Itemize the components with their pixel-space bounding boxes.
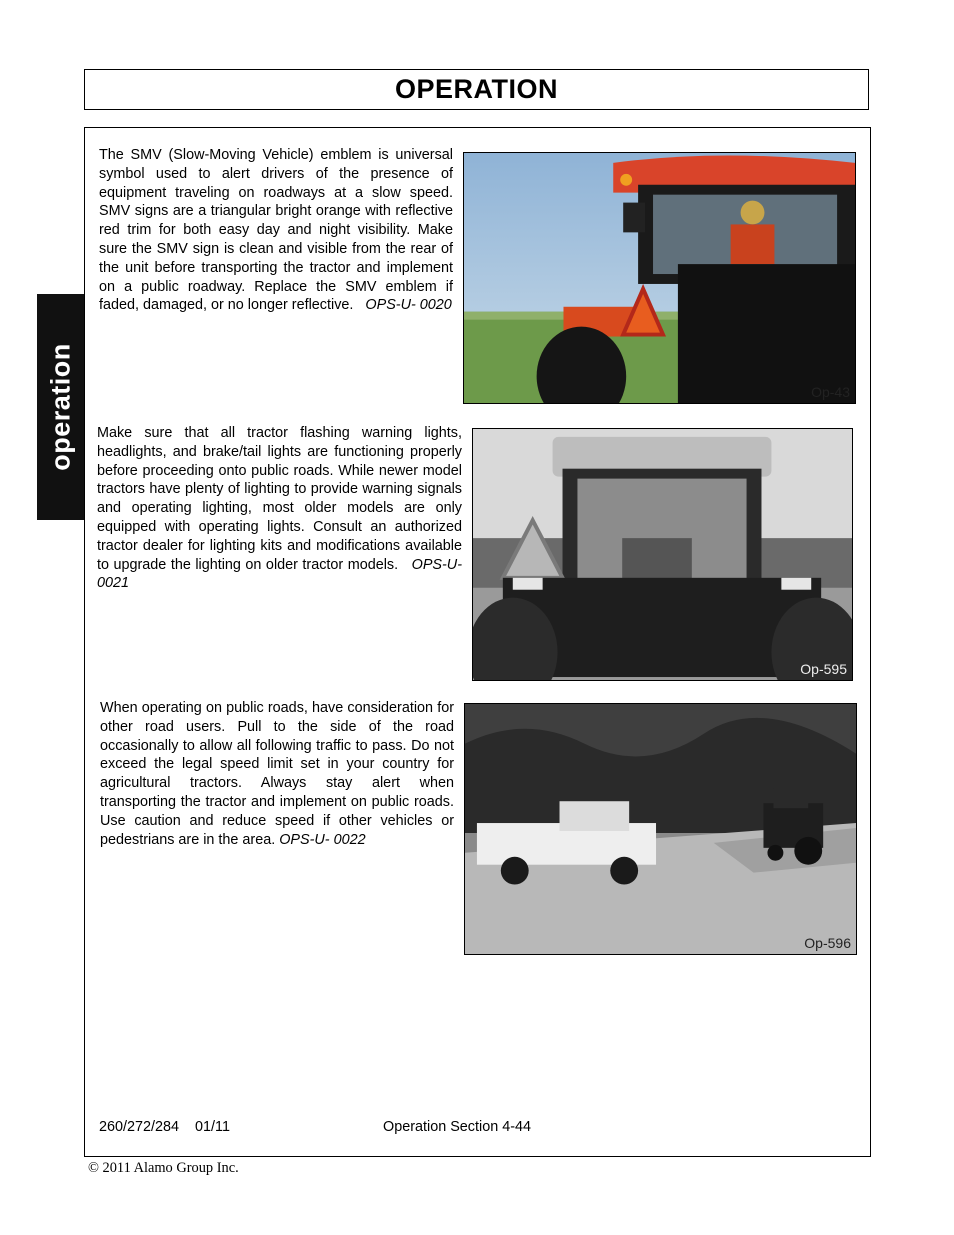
tractor-lights-photo — [472, 428, 853, 681]
page-title: OPERATION — [394, 74, 558, 104]
road-traffic-photo — [464, 703, 857, 955]
public-roads-text: When operating on public roads, have consideration for other road users. Pull to the side of the road occasionally to allow all following traffic to pass. Do not exceed the legal speed limit set in your country for agricultural tractors. Always stay alert when transporting the tractor and implement on public roads. Use caution and reduce speed if other vehicles or pedestrians are in the area. — [100, 700, 454, 848]
figure-caption-op-595: Op-595 — [800, 661, 847, 677]
smv-emblem-text: The SMV (Slow-Moving Vehicle) emblem is universal symbol used to alert drivers of the presence of equipment traveling on roadways at a slow speed. SMV signs are a triangular bright orange with reflective red trim for both easy day and night visibility. Make sure the SMV sign is clean and visible from the rear of the unit before transporting the tractor and implement on a public roadway. Replace the SMV emblem if faded, damaged, or no longer reflective. — [99, 147, 453, 314]
figure-caption-op-596: Op-596 — [804, 935, 851, 951]
figure-caption-op-43: Op-43 — [811, 384, 850, 400]
page-header — [84, 69, 869, 110]
warning-lights-ref: OPS-U- 0021 — [97, 556, 462, 592]
footer-model-date: 260/272/284 01/11 — [99, 1119, 230, 1135]
footer-section-page: Operation Section 4-44 — [383, 1119, 531, 1135]
copyright-notice: © 2011 Alamo Group Inc. — [88, 1160, 239, 1176]
public-roads-ref: OPS-U- 0022 — [279, 831, 366, 848]
smv-emblem-paragraph — [99, 146, 453, 315]
smv-emblem-ref: OPS-U- 0020 — [365, 297, 452, 314]
tractor-rear-smv-photo — [463, 152, 856, 404]
section-side-tab — [37, 294, 84, 520]
side-tab-label: operation — [45, 343, 75, 471]
warning-lights-text: Make sure that all tractor flashing warning lights, headlights, and brake/tail lights are functioning properly before proceeding onto public roads. While newer model tractors have plenty of lighting to provide warning signals and operating lighting, most older models are only equipped with operating lights. Consult an authorized tractor dealer for lighting kits and modifications available to upgrade the lighting on older tractor models. — [97, 425, 462, 573]
warning-lights-paragraph — [97, 424, 462, 593]
public-roads-paragraph — [100, 699, 454, 849]
